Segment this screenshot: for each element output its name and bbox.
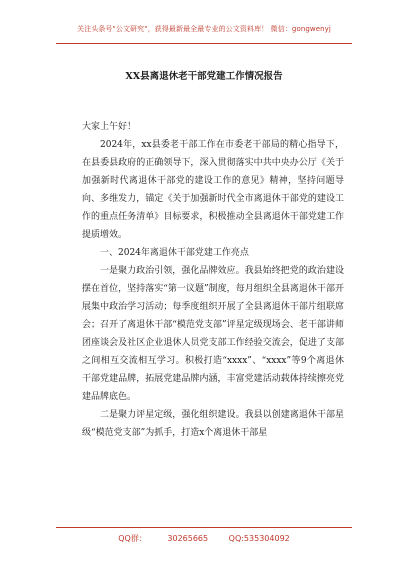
paragraph-organization: 二是聚力评星定级，强化组织建设。我县以创建离退休干部星级“模范党支部”为抓手，打造x个离退休干部星 — [82, 410, 344, 438]
document-title: XX县离退休老干部党建工作情况报告 — [125, 71, 283, 82]
paragraph-political-guidance: 一是聚力政治引领，强化品牌效应。我县始终把党的政治建设摆在首位，坚持落实“第一议题”制度，每月组织全县离退休干部开展集中政治学习活动；每季度组织开展了全县离退休干部片组联席会；召开了离退休干部“模范党支部”评星定级现场会、老干部讲师团座谈会及社区企业退休人员党支部工作经验交流会，促进了支部之间相互交流相互学习。积极打造“xxxx”、“xxxx”等9个离退休干部党建品牌，拓展党建品牌内涵，丰富党建活动载体持续擦亮党建品牌底色。 — [82, 266, 344, 402]
header-divider — [56, 43, 352, 44]
paragraph-intro: 2024年，xx县委老干部工作在市委老干部局的精心指导下，在县委县政府的正确领导下，深入贯彻落实中共中央办公厅《关于加强新时代离退休干部党的建设工作的意见》精神，坚持问题导向、多维发力，锚定《关于加强新时代全市离退休干部党的建设工作的重点任务清单》目标要求，积极推动全县离退休干部党建工作提质增效。 — [82, 140, 344, 240]
footer-contact: QQ群： 30265665 QQ:535304092 — [118, 534, 290, 543]
header-banner: 关注头条号"公文研究"，获得最新最全最专业的公文资料库！ 微信：gongwenyj — [77, 25, 331, 33]
section-heading: 一、2024年离退休干部党建工作亮点 — [100, 248, 249, 258]
greeting-line: 大家上午好！ — [82, 122, 137, 132]
footer-divider — [56, 527, 352, 528]
document-body — [82, 118, 344, 442]
